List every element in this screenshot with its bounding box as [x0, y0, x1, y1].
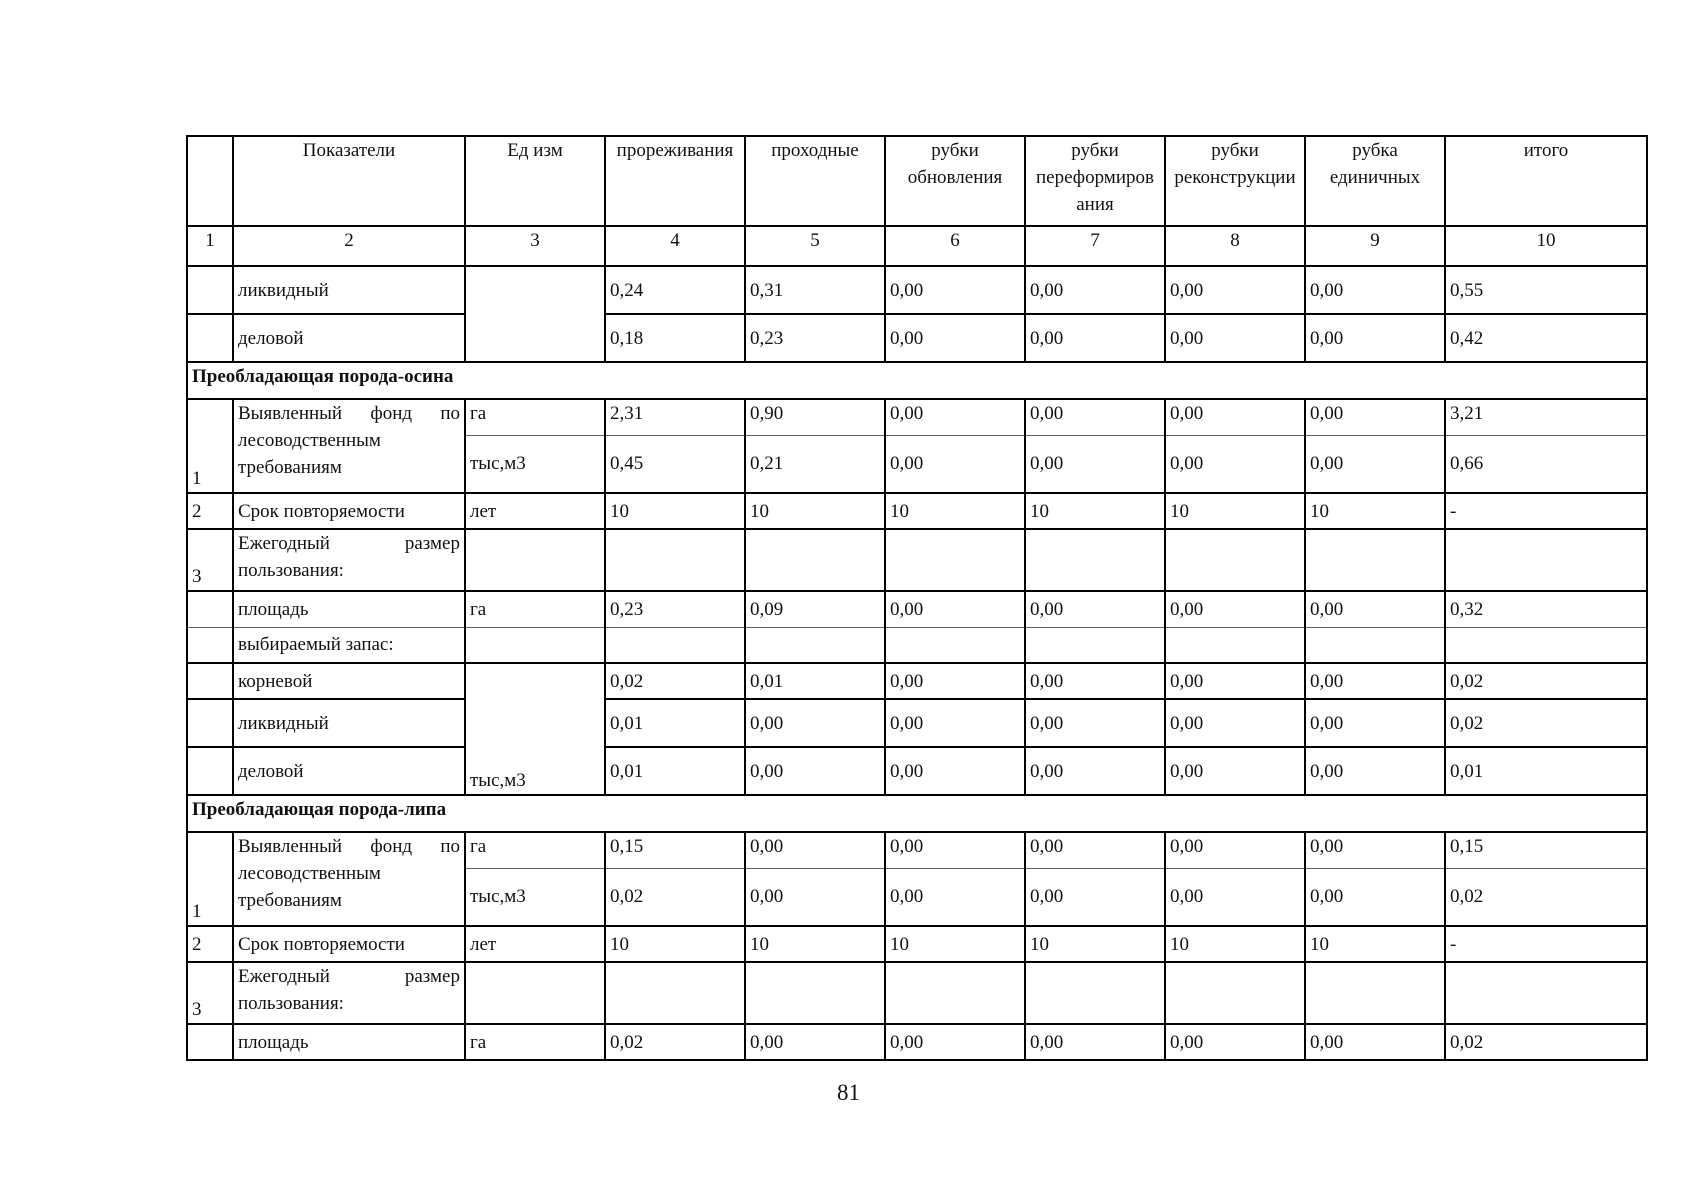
table-row: [187, 314, 1647, 362]
unit-cell: тыс,м3: [465, 663, 605, 795]
value-cell: 0,02: [605, 663, 745, 699]
table-row: [187, 832, 1647, 868]
column-number: 2: [233, 226, 465, 266]
table-row: [187, 266, 1647, 314]
forestry-table-wrapper: [186, 135, 1646, 1061]
empty-cell: [1445, 627, 1647, 663]
value-cell: 10: [745, 493, 885, 529]
table-row: [187, 493, 1647, 529]
value-cell: 0,15: [1445, 832, 1647, 868]
num-cell: [187, 1024, 233, 1060]
label-cell: ликвидный: [233, 266, 465, 314]
column-number: 10: [1445, 226, 1647, 266]
value-cell: 0,00: [1025, 832, 1165, 868]
empty-cell: [885, 627, 1025, 663]
value-cell: 0,00: [1025, 591, 1165, 627]
column-number: 8: [1165, 226, 1305, 266]
header-cell: прореживания: [605, 136, 745, 226]
value-cell: 0,00: [885, 868, 1025, 926]
header-cell: рубка единичных: [1305, 136, 1445, 226]
num-cell: [187, 699, 233, 747]
value-cell: -: [1445, 493, 1647, 529]
value-cell: 0,00: [1025, 266, 1165, 314]
value-cell: 0,00: [1165, 1024, 1305, 1060]
value-cell: 0,00: [745, 868, 885, 926]
value-cell: 0,01: [745, 663, 885, 699]
value-cell: 0,00: [1165, 314, 1305, 362]
label-cell: Срок повторяемости: [233, 493, 465, 529]
value-cell: 0,00: [1165, 832, 1305, 868]
value-cell: 0,00: [885, 699, 1025, 747]
unit-cell: га: [465, 1024, 605, 1060]
value-cell: 0,00: [885, 266, 1025, 314]
num-cell: 1: [187, 399, 233, 493]
empty-cell: [1445, 962, 1647, 1024]
header-cell: проходные: [745, 136, 885, 226]
value-cell: 0,18: [605, 314, 745, 362]
empty-cell: [1445, 529, 1647, 591]
empty-cell: [605, 529, 745, 591]
table-row: [187, 1024, 1647, 1060]
header-row: [187, 136, 1647, 226]
value-cell: 0,01: [1445, 747, 1647, 795]
value-cell: 0,00: [1165, 663, 1305, 699]
value-cell: 0,00: [1025, 435, 1165, 493]
empty-cell: [1305, 529, 1445, 591]
unit-cell: лет: [465, 493, 605, 529]
value-cell: 0,00: [885, 1024, 1025, 1060]
value-cell: 0,00: [1025, 663, 1165, 699]
empty-cell: [465, 529, 605, 591]
empty-cell: [1165, 627, 1305, 663]
column-number: 9: [1305, 226, 1445, 266]
value-cell: 0,00: [1165, 699, 1305, 747]
value-cell: 0,02: [605, 1024, 745, 1060]
value-cell: 0,00: [1165, 868, 1305, 926]
section-title: Преобладающая порода-осина: [187, 362, 1647, 399]
value-cell: 0,55: [1445, 266, 1647, 314]
empty-cell: [885, 962, 1025, 1024]
value-cell: 0,00: [1305, 699, 1445, 747]
label-cell: деловой: [233, 314, 465, 362]
empty-cell: [1305, 627, 1445, 663]
value-cell: 0,00: [1165, 435, 1305, 493]
value-cell: 0,00: [1305, 266, 1445, 314]
num-cell: [187, 663, 233, 699]
header-cell: рубки обновления: [885, 136, 1025, 226]
value-cell: 0,15: [605, 832, 745, 868]
value-cell: 0,00: [745, 832, 885, 868]
value-cell: 10: [1025, 493, 1165, 529]
empty-cell: [1025, 529, 1165, 591]
label-cell: Срок повторяемости: [233, 926, 465, 962]
value-cell: 0,21: [745, 435, 885, 493]
value-cell: 0,00: [1025, 399, 1165, 435]
section-row: [187, 795, 1647, 832]
label-cell: площадь: [233, 1024, 465, 1060]
value-cell: 10: [1025, 926, 1165, 962]
unit-cell: лет: [465, 926, 605, 962]
column-number: 5: [745, 226, 885, 266]
empty-cell: [1165, 529, 1305, 591]
value-cell: 10: [1305, 493, 1445, 529]
empty-cell: [1165, 962, 1305, 1024]
value-cell: 0,01: [605, 699, 745, 747]
column-number: 7: [1025, 226, 1165, 266]
value-cell: 0,00: [885, 747, 1025, 795]
value-cell: 0,00: [1025, 1024, 1165, 1060]
header-cell: [187, 136, 233, 226]
value-cell: 0,90: [745, 399, 885, 435]
value-cell: 0,00: [1165, 399, 1305, 435]
column-number: 4: [605, 226, 745, 266]
unit-cell: тыс,м3: [465, 435, 605, 493]
value-cell: 0,01: [605, 747, 745, 795]
value-cell: 10: [885, 926, 1025, 962]
value-cell: 0,23: [745, 314, 885, 362]
value-cell: 0,00: [1165, 266, 1305, 314]
unit-cell: га: [465, 591, 605, 627]
value-cell: 0,23: [605, 591, 745, 627]
value-cell: 2,31: [605, 399, 745, 435]
column-number-row: [187, 226, 1647, 266]
value-cell: 10: [745, 926, 885, 962]
table-row: [187, 962, 1647, 1024]
label-cell: площадь: [233, 591, 465, 627]
value-cell: 0,00: [885, 399, 1025, 435]
value-cell: 0,02: [1445, 663, 1647, 699]
section-row: [187, 362, 1647, 399]
num-cell: [187, 627, 233, 663]
num-cell: 3: [187, 529, 233, 591]
value-cell: 0,00: [1305, 868, 1445, 926]
value-cell: -: [1445, 926, 1647, 962]
value-cell: 10: [1165, 926, 1305, 962]
value-cell: 0,00: [1025, 314, 1165, 362]
empty-cell: [1025, 962, 1165, 1024]
header-cell: Показатели: [233, 136, 465, 226]
table-row: [187, 663, 1647, 699]
value-cell: 0,00: [1305, 399, 1445, 435]
value-cell: 0,00: [1025, 747, 1165, 795]
value-cell: 0,00: [885, 832, 1025, 868]
header-cell: итого: [1445, 136, 1647, 226]
empty-cell: [1305, 962, 1445, 1024]
empty-cell: [465, 962, 605, 1024]
value-cell: 0,00: [1305, 663, 1445, 699]
page-number: 81: [837, 1080, 860, 1105]
label-cell: выбираемый запас:: [233, 627, 465, 663]
label-cell: Выявленный фонд по лесоводственным требованиям: [233, 399, 465, 493]
value-cell: 0,00: [1305, 314, 1445, 362]
table-row: [187, 926, 1647, 962]
table-row: [187, 699, 1647, 747]
header-cell: рубки переформиров ания: [1025, 136, 1165, 226]
value-cell: 0,24: [605, 266, 745, 314]
value-cell: 0,02: [1445, 1024, 1647, 1060]
value-cell: 0,00: [1305, 832, 1445, 868]
table-row: [187, 747, 1647, 795]
value-cell: 10: [1165, 493, 1305, 529]
label-cell: Ежегодный размер пользования:: [233, 962, 465, 1024]
column-number: 3: [465, 226, 605, 266]
value-cell: 0,00: [1025, 868, 1165, 926]
value-cell: 0,00: [1305, 591, 1445, 627]
value-cell: 0,09: [745, 591, 885, 627]
num-cell: [187, 314, 233, 362]
value-cell: 0,42: [1445, 314, 1647, 362]
value-cell: 0,00: [745, 699, 885, 747]
value-cell: 0,31: [745, 266, 885, 314]
value-cell: 10: [605, 926, 745, 962]
section-title: Преобладающая порода-липа: [187, 795, 1647, 832]
value-cell: 0,00: [885, 663, 1025, 699]
value-cell: 0,02: [1445, 868, 1647, 926]
value-cell: 10: [605, 493, 745, 529]
label-cell: ликвидный: [233, 699, 465, 747]
value-cell: 0,00: [1025, 699, 1165, 747]
forestry-table: [186, 135, 1648, 1061]
num-cell: [187, 266, 233, 314]
label-cell: корневой: [233, 663, 465, 699]
empty-cell: [605, 962, 745, 1024]
num-cell: 1: [187, 832, 233, 926]
table-body: [187, 136, 1647, 1060]
header-cell: Ед изм: [465, 136, 605, 226]
value-cell: 0,00: [1165, 747, 1305, 795]
empty-cell: [745, 962, 885, 1024]
table-row: [187, 591, 1647, 627]
value-cell: 0,00: [885, 435, 1025, 493]
unit-cell: тыс,м3: [465, 868, 605, 926]
value-cell: 0,66: [1445, 435, 1647, 493]
empty-cell: [745, 529, 885, 591]
value-cell: 0,45: [605, 435, 745, 493]
value-cell: 10: [1305, 926, 1445, 962]
num-cell: [187, 591, 233, 627]
num-cell: 3: [187, 962, 233, 1024]
value-cell: 10: [885, 493, 1025, 529]
value-cell: 0,00: [1305, 435, 1445, 493]
value-cell: 0,00: [745, 747, 885, 795]
value-cell: 0,02: [605, 868, 745, 926]
value-cell: 0,00: [1305, 747, 1445, 795]
empty-cell: [885, 529, 1025, 591]
empty-cell: [605, 627, 745, 663]
value-cell: 0,00: [1305, 1024, 1445, 1060]
empty-cell: [465, 627, 605, 663]
num-cell: 2: [187, 926, 233, 962]
header-cell: рубки реконструкции: [1165, 136, 1305, 226]
unit-cell: га: [465, 399, 605, 435]
value-cell: 0,00: [745, 1024, 885, 1060]
table-row: [187, 529, 1647, 591]
label-cell: Выявленный фонд по лесоводственным требованиям: [233, 832, 465, 926]
value-cell: 0,00: [885, 314, 1025, 362]
num-cell: [187, 747, 233, 795]
value-cell: 0,32: [1445, 591, 1647, 627]
value-cell: 0,00: [885, 591, 1025, 627]
column-number: 6: [885, 226, 1025, 266]
value-cell: 0,00: [1165, 591, 1305, 627]
value-cell: 0,02: [1445, 699, 1647, 747]
value-cell: 3,21: [1445, 399, 1647, 435]
table-row: [187, 399, 1647, 435]
unit-cell: га: [465, 832, 605, 868]
column-number: 1: [187, 226, 233, 266]
label-cell: деловой: [233, 747, 465, 795]
num-cell: 2: [187, 493, 233, 529]
empty-cell: [1025, 627, 1165, 663]
unit-cell: [465, 266, 605, 362]
label-cell: Ежегодный размер пользования:: [233, 529, 465, 591]
table-row: [187, 627, 1647, 663]
empty-cell: [745, 627, 885, 663]
